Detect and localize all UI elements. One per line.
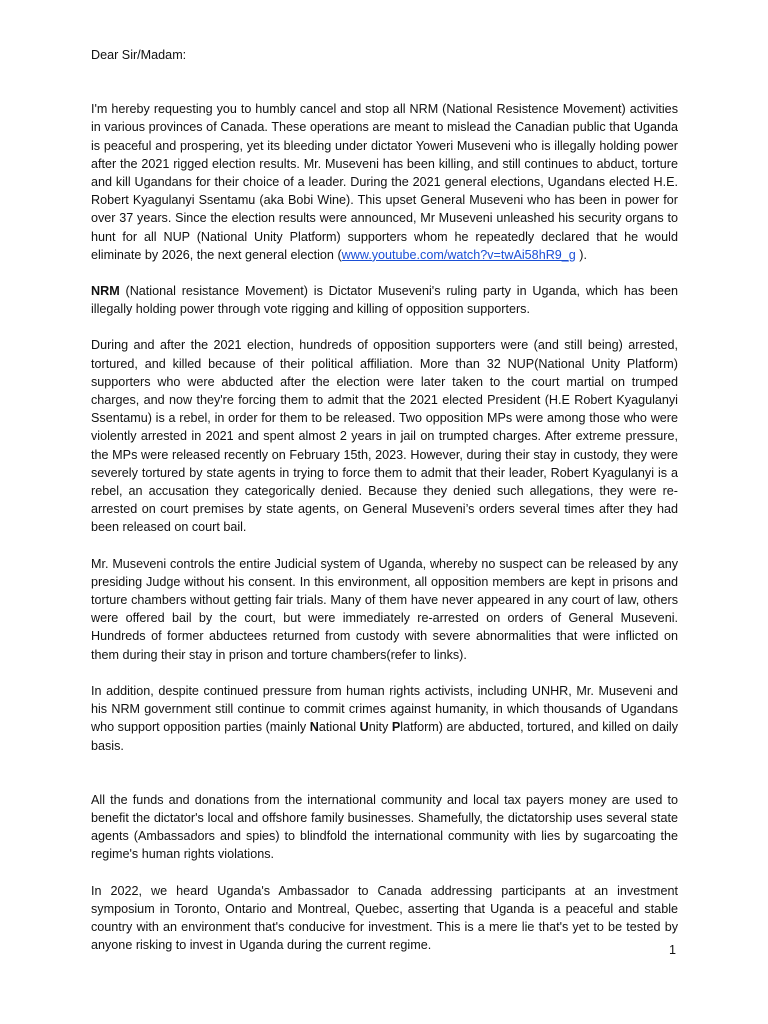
- paragraph-1: [91, 100, 678, 264]
- bold-letter-n: N: [309, 720, 319, 735]
- letter-body: [91, 46, 678, 972]
- word-ational: ational: [318, 720, 360, 735]
- paragraph-6: All the funds and donations from the international community and local tax payers money are used to benefit the dictator's local and offshore family businesses. Shamefully, the dictatorship uses several state agents (Ambassadors and spies) to blindfold the international community with lies by sugarcoating the regime's human rights violations.: [91, 792, 678, 862]
- word-nity: nity: [368, 720, 392, 735]
- paragraph-1-text: I'm hereby requesting you to humbly cancel and stop all NRM (National Resistence Movement) activities in various provinces of Canada. These operations are meant to mislead the Canadian public that Uganda is peaceful and prospering, yet its bleeding under dictator Yoweri Museveni who is illegally holding power after the 2021 rigged election results. Mr. Museveni has been killing, and still continues to abduct, torture and kill Ugandans for their choice of a leader. During the 2021 general elections, Ugandans elected H.E. Robert Kyagulanyi Ssentamu (aka Bobi Wine). This upset General Museveni who has been in power for over 37 years. Since the election results were announced, Mr Museveni unleashed his security organs to hunt for all NUP (National Unity Platform) supporters whom he repeatedly declared that he would eliminate by 2026, the next general election (: [91, 102, 678, 262]
- paragraph-2: [91, 282, 678, 318]
- paragraph-3: During and after the 2021 election, hundreds of opposition supporters were (and still being) arrested, tortured, and killed because of their political affiliation. More than 32 NUP(National Unity Platform) supporters who were abducted after the election were later taken to the court martial on trumped charges, and now they're forcing them to admit that the 2021 elected President (H.E Robert Kyagulanyi Ssentamu) is a rebel, in order for them to be released. Two opposition MPs were among those who were violently arrested in 2021 and spent almost 2 years in jail on trumpted charges. After extreme pressure, the MPs were released recently on February 15th, 2023. However, during their stay in custody, they were severely tortured by state agents in trying to force them to admit that their leader, Robert Kyagulanyi is a rebel, an accusation they categorically denied. Because they denied such allegations, they were re-arrested on court premises by state agents, on General Museveni’s orders several times after they had been released on court bail.: [91, 338, 678, 535]
- paragraph-1-end: ).: [575, 247, 588, 262]
- nrm-bold-label: NRM: [91, 284, 120, 299]
- paragraph-5-text-b: latform) are abducted, tortured, and killed on daily basis.: [91, 720, 678, 753]
- paragraph-4: Mr. Museveni controls the entire Judicial system of Uganda, whereby no suspect can be released by any presiding Judge without his consent. In this environment, all opposition members are kept in prisons and torture chambers without getting fair trials. Many of them have never appeared in any court of law, others were offered bail by the court, but were immediately re-arrested on orders of General Museveni. Hundreds of former abductees returned from custody with severe abnormalities that were inflicted on them during their stay in prison and torture chambers(refer to links).: [91, 556, 678, 662]
- salutation: Dear Sir/Madam:: [91, 48, 187, 62]
- paragraph-5-text-a: In addition, despite continued pressure from human rights activists, including UNHR, Mr. Museveni and his NRM government still continue to commit crimes against humanity, in which thousands of Ugandans who support opposition parties (mainly: [91, 683, 678, 735]
- bold-letter-u: U: [359, 720, 369, 735]
- paragraph-5: [91, 682, 678, 755]
- page-number: 1: [669, 943, 677, 957]
- bold-letter-p: P: [391, 720, 401, 735]
- paragraph-7: In 2022, we heard Uganda's Ambassador to Canada addressing participants at an investment symposium in Toronto, Ontario and Montreal, Quebec, asserting that Uganda is a peaceful and stable country with an environment that's conducive for investment. This is a mere lie that's yet to be tested by anyone risking to invest in Uganda during the current regime.: [91, 883, 678, 953]
- youtube-link[interactable]: www.youtube.com/watch?v=twAi58hR9_g: [341, 247, 576, 262]
- paragraph-2-text: (National resistance Movement) is Dictator Museveni's ruling party in Uganda, which has been illegally holding power through vote rigging and killing of opposition supporters.: [91, 284, 678, 317]
